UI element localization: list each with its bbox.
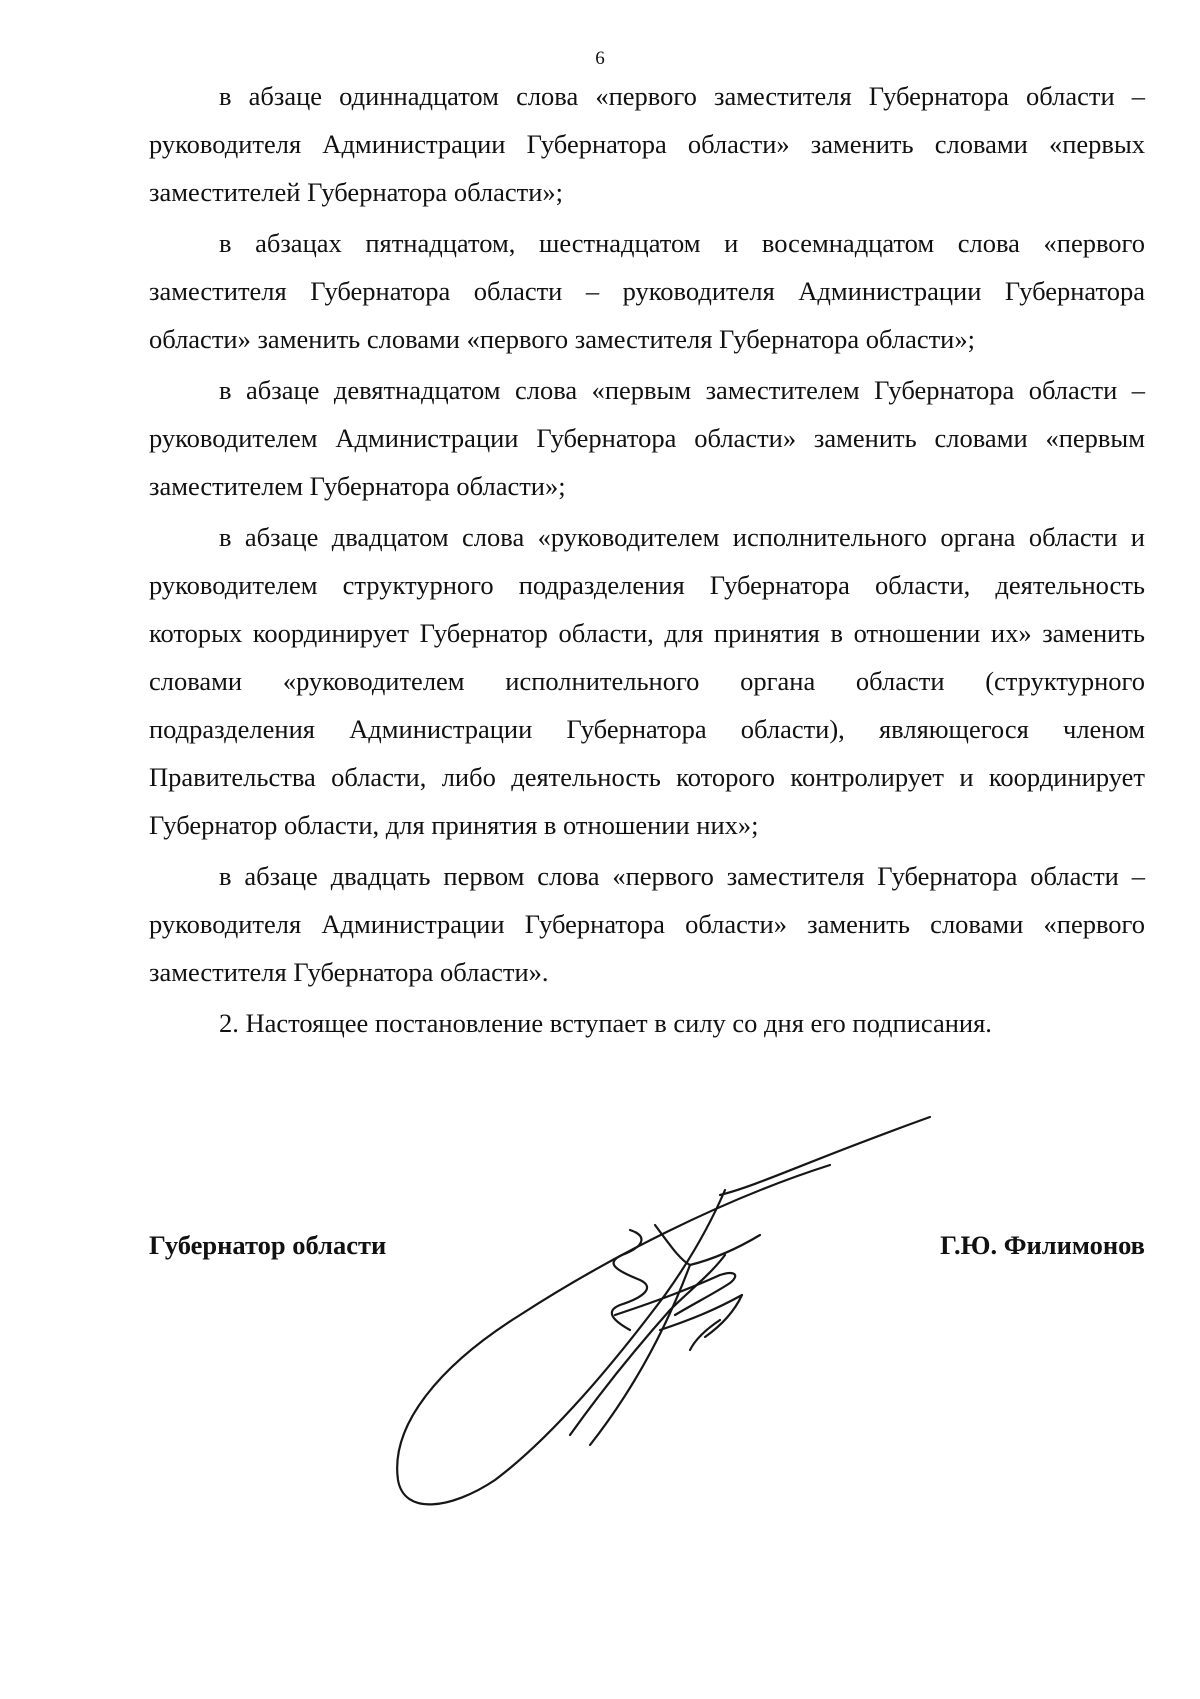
paragraph-abzac-15-16-18: в абзацах пятнадцатом, шестнадцатом и восемнадцатом слова «первого заместителя Губернатора области – руководителя Администрации Губернатора области» заменить словами «первого заместителя Губернатора области»; (149, 228, 1145, 354)
signer-name: Г.Ю. Филимонов (940, 1230, 1145, 1260)
paragraph-abzac-11: в абзаце одиннадцатом слова «первого заместителя Губернатора области – руководителя Администрации Губернатора области» заменить словами «первых заместителей Губернатора области»; (149, 81, 1145, 207)
document-body (149, 72, 1145, 1050)
paragraph-abzac-21: в абзаце двадцать первом слова «первого заместителя Губернатора области – руководителя Администрации Губернатора области» заменить словами «первого заместителя Губернатора области». (149, 861, 1145, 987)
signer-title: Губернатор области (149, 1230, 387, 1260)
handwritten-signature (390, 1115, 950, 1525)
page-number: 6 (595, 48, 605, 69)
paragraph-abzac-20: в абзаце двадцатом слова «руководителем исполнительного органа области и руководителем структурного подразделения Губернатора области, деятельность которых координирует Губернатор области, для принятия в отношении их» заменить словами «руководителем исполнительного органа области (структурного подразделения Администрации Губернатора области), являющегося членом Правительства области, либо деятельность которого контролирует и координирует Губернатор области, для принятия в отношении них»; (149, 522, 1145, 840)
paragraph-abzac-19: в абзаце девятнадцатом слова «первым заместителем Губернатора области – руководителем Администрации Губернатора области» заменить словами «первым заместителем Губернатора области»; (149, 375, 1145, 501)
paragraph-effective-date: 2. Настоящее постановление вступает в силу со дня его подписания. (219, 1008, 992, 1038)
